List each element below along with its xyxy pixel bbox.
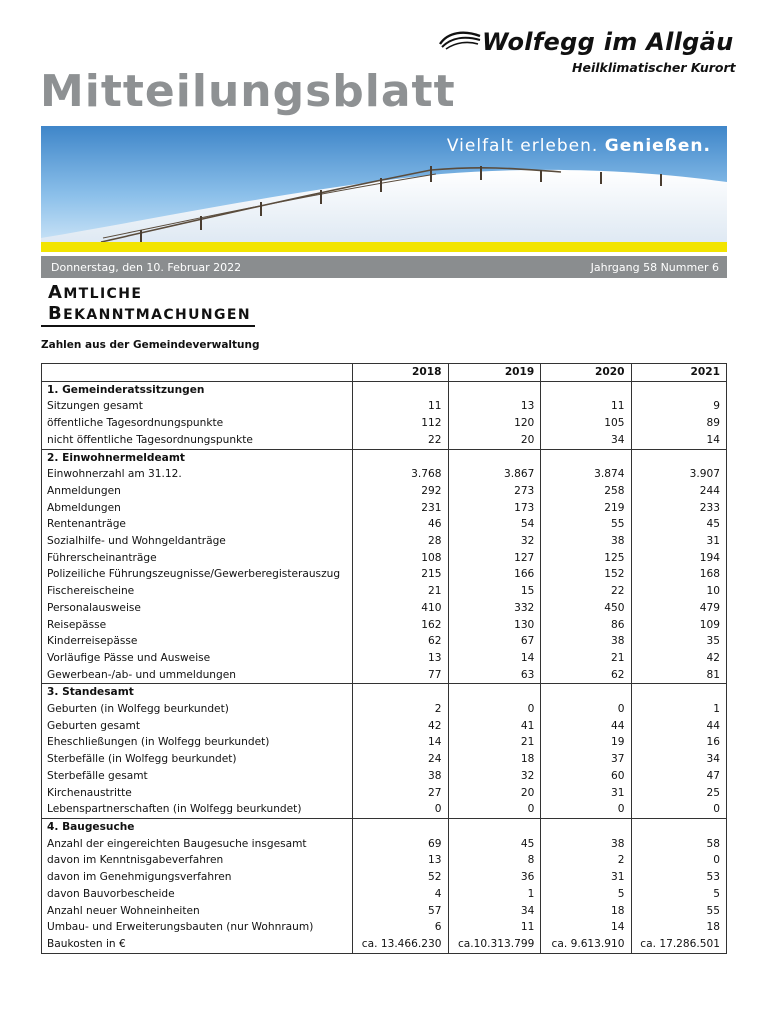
- table-row: [42, 801, 727, 818]
- value-cell: 3.907: [631, 466, 727, 483]
- group-row: [42, 381, 727, 398]
- value-cell: 89: [631, 415, 727, 432]
- table-row: [42, 516, 727, 533]
- table-row: [42, 550, 727, 567]
- group-title: 4. Baugesuche: [42, 818, 353, 835]
- value-cell: 21: [448, 734, 541, 751]
- value-cell: 14: [448, 650, 541, 667]
- group-title: 2. Einwohnermeldeamt: [42, 449, 353, 466]
- value-cell: 25: [631, 785, 727, 802]
- value-cell: 0: [631, 801, 727, 818]
- row-label: Anzahl neuer Wohneinheiten: [47, 904, 200, 917]
- table-row: [42, 852, 727, 869]
- value-cell: 21: [541, 650, 631, 667]
- value-cell: 32: [448, 533, 541, 550]
- empty-cell: [353, 818, 448, 835]
- row-label: davon Bauvorbescheide: [47, 887, 175, 900]
- wolfegg-logo: [438, 28, 738, 78]
- table-row: [42, 500, 727, 517]
- issue-date: Donnerstag, den 10. Februar 2022: [51, 261, 242, 274]
- row-label: Anmeldungen: [47, 484, 121, 497]
- value-cell: 34: [541, 432, 631, 449]
- value-cell: 1: [448, 886, 541, 903]
- value-cell: 6: [353, 919, 448, 936]
- value-cell: ca. 13.466.230: [353, 936, 448, 953]
- value-cell: 27: [353, 785, 448, 802]
- empty-cell: [541, 381, 631, 398]
- value-cell: 3.874: [541, 466, 631, 483]
- value-cell: 67: [448, 633, 541, 650]
- value-cell: 60: [541, 768, 631, 785]
- section-title-line2: BEKANNTMACHUNGEN: [48, 303, 251, 324]
- row-label: Kinderreisepässe: [47, 635, 138, 648]
- value-cell: ca. 17.286.501: [631, 936, 727, 953]
- group-row: [42, 684, 727, 701]
- value-cell: 233: [631, 500, 727, 517]
- slogan: [447, 136, 711, 156]
- value-cell: 55: [541, 516, 631, 533]
- row-label: davon im Kenntnisgabeverfahren: [47, 854, 224, 867]
- table-row: [42, 701, 727, 718]
- value-cell: 42: [353, 718, 448, 735]
- empty-cell: [631, 381, 727, 398]
- row-label: Anzahl der eingereichten Baugesuche insgesamt: [47, 837, 307, 850]
- value-cell: 0: [448, 801, 541, 818]
- value-cell: 15: [448, 583, 541, 600]
- row-label: Einwohnerzahl am 31.12.: [47, 468, 182, 481]
- row-label: Abmeldungen: [47, 501, 121, 514]
- table-row: [42, 533, 727, 550]
- group-title: 3. Standesamt: [42, 684, 353, 701]
- value-cell: 28: [353, 533, 448, 550]
- row-label: Rentenanträge: [47, 518, 126, 531]
- row-label: Reisepässe: [47, 618, 107, 631]
- value-cell: 219: [541, 500, 631, 517]
- value-cell: 112: [353, 415, 448, 432]
- value-cell: 0: [353, 801, 448, 818]
- value-cell: 479: [631, 600, 727, 617]
- value-cell: 21: [353, 583, 448, 600]
- value-cell: 152: [541, 566, 631, 583]
- value-cell: 162: [353, 617, 448, 634]
- empty-cell: [541, 684, 631, 701]
- value-cell: 2: [353, 701, 448, 718]
- value-cell: 54: [448, 516, 541, 533]
- value-cell: 86: [541, 617, 631, 634]
- table-row: [42, 667, 727, 684]
- value-cell: 36: [448, 869, 541, 886]
- value-cell: 0: [541, 801, 631, 818]
- value-cell: 168: [631, 566, 727, 583]
- row-label: Sterbefälle (in Wolfegg beurkundet): [47, 753, 237, 766]
- row-label: Geburten (in Wolfegg beurkundet): [47, 703, 229, 716]
- value-cell: 22: [541, 583, 631, 600]
- table-row: [42, 566, 727, 583]
- value-cell: 1: [631, 701, 727, 718]
- value-cell: 45: [448, 836, 541, 853]
- group-row: [42, 449, 727, 466]
- value-cell: 450: [541, 600, 631, 617]
- value-cell: 8: [448, 852, 541, 869]
- table-row: [42, 785, 727, 802]
- value-cell: 20: [448, 432, 541, 449]
- value-cell: 5: [631, 886, 727, 903]
- value-cell: 44: [631, 718, 727, 735]
- value-cell: 38: [541, 836, 631, 853]
- row-label: Eheschließungen (in Wolfegg beurkundet): [47, 736, 270, 749]
- value-cell: 20: [448, 785, 541, 802]
- value-cell: 2: [541, 852, 631, 869]
- value-cell: 125: [541, 550, 631, 567]
- table-row: [42, 483, 727, 500]
- row-label: Gewerbean-/ab- und ummeldungen: [47, 668, 236, 681]
- empty-cell: [631, 818, 727, 835]
- section-title-rule: [41, 325, 255, 327]
- value-cell: 44: [541, 718, 631, 735]
- table-row: [42, 751, 727, 768]
- value-cell: 11: [353, 398, 448, 415]
- row-label: Baukosten in €: [47, 937, 126, 950]
- value-cell: 63: [448, 667, 541, 684]
- value-cell: 19: [541, 734, 631, 751]
- swoosh-logo-icon: [438, 28, 482, 52]
- table-row: [42, 633, 727, 650]
- masthead-title: Mitteilungsblatt: [40, 66, 456, 117]
- empty-cell: [541, 449, 631, 466]
- value-cell: 13: [448, 398, 541, 415]
- value-cell: 3.867: [448, 466, 541, 483]
- value-cell: 55: [631, 903, 727, 920]
- table-row: [42, 617, 727, 634]
- value-cell: ca. 9.613.910: [541, 936, 631, 953]
- value-cell: 166: [448, 566, 541, 583]
- value-cell: 194: [631, 550, 727, 567]
- table-row: [42, 415, 727, 432]
- value-cell: 13: [353, 852, 448, 869]
- value-cell: 0: [448, 701, 541, 718]
- table-row: [42, 718, 727, 735]
- row-label: Führerscheinanträge: [47, 551, 157, 564]
- table-row: [42, 650, 727, 667]
- value-cell: 215: [353, 566, 448, 583]
- row-label: öffentliche Tagesordnungspunkte: [47, 417, 224, 430]
- year-header: 2021: [631, 364, 727, 382]
- value-cell: 108: [353, 550, 448, 567]
- table-row: [42, 886, 727, 903]
- value-cell: 31: [541, 869, 631, 886]
- value-cell: 77: [353, 667, 448, 684]
- value-cell: 38: [353, 768, 448, 785]
- value-cell: 273: [448, 483, 541, 500]
- value-cell: 37: [541, 751, 631, 768]
- value-cell: 81: [631, 667, 727, 684]
- row-label: Sozialhilfe- und Wohngeldanträge: [47, 535, 226, 548]
- issue-volume: Jahrgang 58 Nummer 6: [590, 261, 719, 274]
- group-row: [42, 818, 727, 835]
- table-row: [42, 583, 727, 600]
- issue-bar: [41, 256, 727, 278]
- empty-cell: [541, 818, 631, 835]
- row-label: Vorläufige Pässe und Ausweise: [47, 651, 211, 664]
- year-header: 2019: [448, 364, 541, 382]
- value-cell: 34: [448, 903, 541, 920]
- row-label: Sitzungen gesamt: [47, 400, 143, 413]
- value-cell: 32: [448, 768, 541, 785]
- value-cell: 14: [631, 432, 727, 449]
- value-cell: 9: [631, 398, 727, 415]
- value-cell: 18: [631, 919, 727, 936]
- value-cell: 52: [353, 869, 448, 886]
- table-row: [42, 432, 727, 449]
- table-row: [42, 869, 727, 886]
- table-row: [42, 734, 727, 751]
- logo-title: Wolfegg im Allgäu: [482, 28, 734, 56]
- empty-cell: [353, 381, 448, 398]
- value-cell: 120: [448, 415, 541, 432]
- value-cell: 31: [541, 785, 631, 802]
- table-row: [42, 936, 727, 953]
- value-cell: 62: [541, 667, 631, 684]
- value-cell: 244: [631, 483, 727, 500]
- value-cell: 105: [541, 415, 631, 432]
- empty-cell: [631, 684, 727, 701]
- row-label: Geburten gesamt: [47, 719, 141, 732]
- value-cell: 13: [353, 650, 448, 667]
- row-label: nicht öffentliche Tagesordnungspunkte: [47, 433, 253, 446]
- table-row: [42, 398, 727, 415]
- value-cell: 130: [448, 617, 541, 634]
- value-cell: ca.10.313.799: [448, 936, 541, 953]
- year-header: 2018: [353, 364, 448, 382]
- value-cell: 57: [353, 903, 448, 920]
- winter-banner: [41, 126, 727, 242]
- empty-cell: [353, 684, 448, 701]
- row-label: Fischereischeine: [47, 585, 135, 598]
- header-label-cell: [42, 364, 353, 382]
- value-cell: 45: [631, 516, 727, 533]
- section-title: [48, 283, 251, 325]
- value-cell: 109: [631, 617, 727, 634]
- value-cell: 58: [631, 836, 727, 853]
- value-cell: 14: [541, 919, 631, 936]
- value-cell: 62: [353, 633, 448, 650]
- value-cell: 5: [541, 886, 631, 903]
- value-cell: 69: [353, 836, 448, 853]
- empty-cell: [353, 449, 448, 466]
- table-row: [42, 836, 727, 853]
- row-label: davon im Genehmigungsverfahren: [47, 871, 232, 884]
- value-cell: 38: [541, 633, 631, 650]
- table-body: [42, 381, 727, 953]
- value-cell: 127: [448, 550, 541, 567]
- value-cell: 18: [448, 751, 541, 768]
- value-cell: 10: [631, 583, 727, 600]
- value-cell: 16: [631, 734, 727, 751]
- row-label: Sterbefälle gesamt: [47, 769, 148, 782]
- table-header-row: [42, 364, 727, 382]
- row-label: Kirchenaustritte: [47, 786, 132, 799]
- value-cell: 41: [448, 718, 541, 735]
- value-cell: 0: [541, 701, 631, 718]
- value-cell: 18: [541, 903, 631, 920]
- value-cell: 4: [353, 886, 448, 903]
- value-cell: 22: [353, 432, 448, 449]
- value-cell: 332: [448, 600, 541, 617]
- slogan-light: Vielfalt erleben.: [446, 136, 605, 156]
- value-cell: 42: [631, 650, 727, 667]
- row-label: Polizeiliche Führungszeugnisse/Gewerberegisterauszug: [47, 568, 341, 581]
- table-row: [42, 466, 727, 483]
- value-cell: 31: [631, 533, 727, 550]
- table-row: [42, 600, 727, 617]
- year-header: 2020: [541, 364, 631, 382]
- slogan-bold: Genießen.: [604, 136, 711, 156]
- empty-cell: [448, 818, 541, 835]
- value-cell: 38: [541, 533, 631, 550]
- value-cell: 11: [541, 398, 631, 415]
- value-cell: 3.768: [353, 466, 448, 483]
- row-label: Personalausweise: [47, 601, 141, 614]
- empty-cell: [448, 684, 541, 701]
- value-cell: 47: [631, 768, 727, 785]
- value-cell: 173: [448, 500, 541, 517]
- value-cell: 14: [353, 734, 448, 751]
- section-title-line1: AMTLICHE: [48, 282, 143, 303]
- table-row: [42, 919, 727, 936]
- value-cell: 0: [631, 852, 727, 869]
- value-cell: 410: [353, 600, 448, 617]
- yellow-stripe: [41, 242, 727, 252]
- value-cell: 53: [631, 869, 727, 886]
- value-cell: 24: [353, 751, 448, 768]
- row-label: Umbau- und Erweiterungsbauten (nur Wohnraum): [47, 921, 314, 934]
- value-cell: 11: [448, 919, 541, 936]
- empty-cell: [448, 449, 541, 466]
- value-cell: 34: [631, 751, 727, 768]
- table-row: [42, 768, 727, 785]
- row-label: Lebenspartnerschaften (in Wolfegg beurkundet): [47, 803, 302, 816]
- group-title: 1. Gemeinderatssitzungen: [47, 383, 205, 396]
- section-subtitle: Zahlen aus der Gemeindeverwaltung: [41, 339, 260, 351]
- value-cell: 35: [631, 633, 727, 650]
- value-cell: 231: [353, 500, 448, 517]
- value-cell: 292: [353, 483, 448, 500]
- statistics-table: [41, 363, 727, 954]
- logo-subtitle: Heilklimatischer Kurort: [572, 60, 736, 75]
- value-cell: 258: [541, 483, 631, 500]
- empty-cell: [631, 449, 727, 466]
- value-cell: 46: [353, 516, 448, 533]
- table-row: [42, 903, 727, 920]
- empty-cell: [448, 381, 541, 398]
